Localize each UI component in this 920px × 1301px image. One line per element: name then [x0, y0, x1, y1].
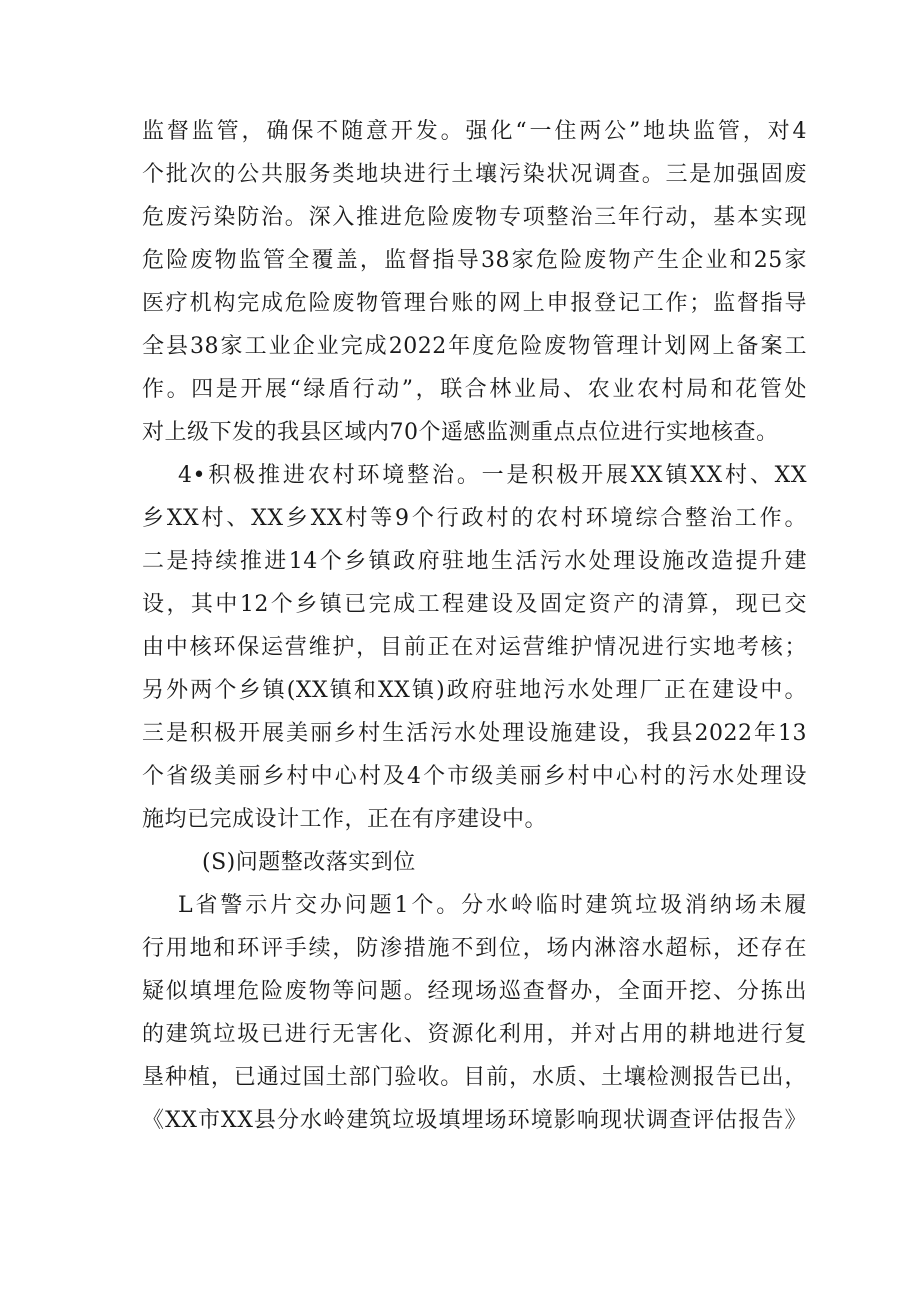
body-text — [142, 110, 807, 1142]
text-line: 的建筑垃圾已进行无害化、资源化利用，并对占用的耕地进行复 — [142, 1022, 807, 1047]
text-line: 作。四是开展“绿盾行动”，联合林业局、农业农村局和花管处 — [142, 377, 807, 402]
text-line: 危险废物监管全覆盖，监督指导38家危险废物产生企业和25家 — [142, 248, 807, 273]
text-line: 垦种植，已通过国土部门验收。目前，水质、土壤检测报告已出， — [142, 1065, 807, 1090]
text-line: 二是持续推进14个乡镇政府驻地生活污水处理设施改造提升建 — [142, 549, 807, 574]
text-line: 对上级下发的我县区域内70个遥感监测重点点位进行实地核查。 — [142, 420, 779, 445]
text-line: 另外两个乡镇(XX镇和XX镇)政府驻地污水处理厂正在建设中。 — [142, 678, 807, 703]
text-line: 个省级美丽乡村中心村及4个市级美丽乡村中心村的污水处理设 — [142, 764, 807, 789]
text-line: 三是积极开展美丽乡村生活污水处理设施建设，我县2022年13 — [142, 721, 807, 746]
text-line: 全县38家工业企业完成2022年度危险废物管理计划网上备案工 — [142, 334, 807, 359]
text-line: 医疗机构完成危险废物管理台账的网上申报登记工作；监督指导 — [142, 291, 807, 316]
text-line: 疑似填埋危险废物等问题。经现场巡查督办，全面开挖、分拣出 — [142, 979, 807, 1004]
text-line: 危废污染防治。深入推进危险废物专项整治三年行动，基本实现 — [142, 205, 807, 230]
paragraph-start-line: L省警示片交办问题1个。分水岭临时建筑垃圾消纳场未履 — [178, 893, 807, 918]
text-line: 由中核环保运营维护，目前正在对运营维护情况进行实地考核； — [142, 635, 807, 660]
paragraph-start-line: 4•积极推进农村环境整治。一是积极开展XX镇XX村、XX — [178, 463, 807, 488]
text-line: 施均已完成设计工作，正在有序建设中。 — [142, 807, 548, 832]
text-line: 乡XX村、XX乡XX村等9个行政村的农村环境综合整治工作。 — [142, 506, 807, 531]
text-line: 《XX市XX县分水岭建筑垃圾填埋场环境影响现状调查评估报告》 — [142, 1108, 807, 1133]
text-line: 监督监管，确保不随意开发。强化“一住两公”地块监管，对4 — [142, 119, 807, 144]
text-line: 行用地和环评手续，防渗措施不到位，场内淋溶水超标，还存在 — [142, 936, 807, 961]
section-heading: (S)问题整改落实到位 — [202, 850, 416, 875]
text-line: 设，其中12个乡镇已完成工程建设及固定资产的清算，现已交 — [142, 592, 807, 617]
text-line: 个批次的公共服务类地块进行土壤污染状况调查。三是加强固废 — [142, 162, 807, 187]
